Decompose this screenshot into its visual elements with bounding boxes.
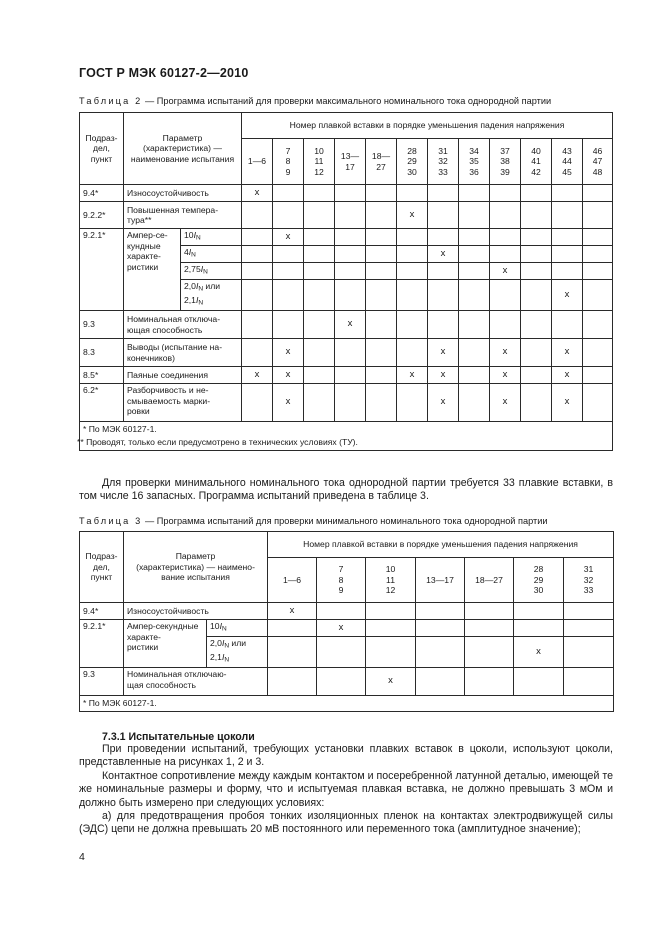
mark: x: [273, 339, 304, 367]
table2-col-6: 28 29 30: [397, 139, 428, 185]
table2-head-section: Подраз- дел, пункт: [80, 113, 124, 185]
table-row: [80, 384, 613, 422]
table3-notes: [80, 696, 614, 712]
section-heading: 7.3.1 Испытательные цоколи: [102, 731, 255, 743]
current-value: $2,0I_N$ или $2,1I_N$: [207, 637, 268, 668]
row-parameter: Номинальная отключаю- щая способность: [124, 668, 268, 696]
row-parameter: Разборчивость и не- смываемость марки- ровки: [124, 384, 242, 422]
mark: x: [366, 668, 416, 696]
mark: x: [317, 620, 366, 637]
mark: x: [490, 263, 521, 280]
table3-col-6: 28 29 30: [514, 558, 564, 603]
table3-col-7: 31 32 33: [564, 558, 614, 603]
mark: x: [268, 603, 317, 620]
table2-col-4: 13— 17: [335, 139, 366, 185]
current-value: $2,0I_N$ или $2,1I_N$: [181, 280, 242, 311]
mark: x: [428, 367, 459, 384]
mark: x: [428, 339, 459, 367]
table2-col-2: 7 8 9: [273, 139, 304, 185]
row-parameter: Ампер-се- кундные характе- ристики: [124, 229, 181, 311]
section-paragraph-2: Контактное сопротивление между каждым контактом и посеребренной латунной деталью, имеющей те же номинальные размеры и форму, что и испытуемая плавкая вставка, не должно превышать 3 мОм и должно быть измерено при следующих условиях:: [79, 769, 613, 809]
table2-col-7: 31 32 33: [428, 139, 459, 185]
table-row: [80, 339, 613, 367]
table3-col-2: 7 8 9: [317, 558, 366, 603]
mark: x: [273, 367, 304, 384]
table3-caption-label: Таблица 3: [79, 516, 143, 526]
mark: x: [552, 280, 583, 311]
mark: x: [490, 339, 521, 367]
section-paragraph-3: а) для предотвращения пробоя тонких изоляционных пленок на контактах электродвижущей силы (ЭДС) цепи не должна превышать 20 мВ постоянного или переменного тока (амплитудное значение);: [79, 810, 613, 836]
table3-head-param: Параметр (характеристика) — наимено- вание испытания: [124, 532, 268, 603]
row-parameter: Износоустойчивость: [124, 185, 242, 202]
row-parameter: Выводы (испытание на- конечников): [124, 339, 242, 367]
table2-head-group: Номер плавкой вставки в порядке уменьшения падения напряжения: [242, 113, 613, 139]
table2-notes: [77, 422, 613, 451]
table2-col-3: 10 11 12: [304, 139, 335, 185]
mark: x: [490, 384, 521, 422]
mark: x: [428, 246, 459, 263]
table2-col-9: 37 38 39: [490, 139, 521, 185]
table3-head-group: Номер плавкой вставки в порядке уменьшения падения напряжения: [268, 532, 614, 558]
table-row: [80, 367, 613, 384]
row-section: 9.4*: [80, 185, 124, 202]
row-section: 8.5*: [80, 367, 124, 384]
table-row: [80, 668, 614, 696]
table2-caption-label: Таблица 2: [79, 96, 143, 106]
table2-caption-text: — Программа испытаний для проверки максимального номинального тока однородной партии: [142, 96, 552, 106]
row-parameter: Износоустойчивость: [124, 603, 268, 620]
table3-col-1: 1—6: [268, 558, 317, 603]
table3-col-3: 10 11 12: [366, 558, 416, 603]
table-3: [79, 531, 614, 712]
table-row: [80, 185, 613, 202]
row-section: 9.4*: [80, 603, 124, 620]
mark: x: [397, 202, 428, 229]
table-2: [79, 112, 613, 451]
row-section: 9.3: [80, 311, 124, 339]
row-section: 9.3: [80, 668, 124, 696]
table2-head-param: Параметр (характеристика) — наименование испытания: [124, 113, 242, 185]
row-parameter: Номинальная отключа- ющая способность: [124, 311, 242, 339]
table3-notes-row: [80, 696, 614, 712]
table-row: [80, 620, 614, 637]
section-7-3-1: [79, 731, 613, 837]
table2-notes-row: [80, 422, 613, 451]
table2-col-1: 1—6: [242, 139, 273, 185]
table2-note-1: * По МЭК 60127-1.: [83, 424, 157, 434]
mark: x: [273, 229, 304, 246]
mark: x: [552, 367, 583, 384]
mark: x: [552, 339, 583, 367]
row-section: 9.2.1*: [80, 620, 124, 668]
table3-caption-text: — Программа испытаний для проверки минимального номинального тока однородной партии: [142, 516, 548, 526]
mark: x: [552, 384, 583, 422]
current-value: $10I_N$: [181, 229, 242, 246]
table3-col-4: 13—17: [416, 558, 465, 603]
table-row: [80, 311, 613, 339]
table-row: [80, 202, 613, 229]
table3-caption: [79, 516, 547, 526]
mark: x: [242, 185, 273, 202]
page-number: 4: [79, 851, 85, 863]
table-row: [80, 603, 614, 620]
table2-col-10: 40 41 42: [521, 139, 552, 185]
mark: x: [514, 637, 564, 668]
row-parameter: Повышенная темпера- тура**: [124, 202, 242, 229]
mark: x: [428, 384, 459, 422]
current-value: $4I_N$: [181, 246, 242, 263]
row-parameter: Ампер-секундные характе- ристики: [124, 620, 207, 668]
document-header: ГОСТ Р МЭК 60127-2—2010: [79, 66, 249, 80]
table2-col-11: 43 44 45: [552, 139, 583, 185]
section-paragraph-1: При проведении испытаний, требующих установки плавких вставок в цоколи, используют цоколи, представленные на рисунках 1, 2 и 3.: [79, 743, 613, 769]
current-value: $10I_N$: [207, 620, 268, 637]
table3-col-5: 18—27: [465, 558, 514, 603]
table2-col-8: 34 35 36: [459, 139, 490, 185]
mark: x: [397, 367, 428, 384]
table3-note-1: * По МЭК 60127-1.: [83, 698, 157, 708]
table2-col-5: 18— 27: [366, 139, 397, 185]
mark: x: [273, 384, 304, 422]
row-section: 9.2.1*: [80, 229, 124, 311]
table2-col-12: 46 47 48: [583, 139, 613, 185]
row-parameter: Паяные соединения: [124, 367, 242, 384]
row-section: 6.2*: [80, 384, 124, 422]
mark: x: [242, 367, 273, 384]
mark: x: [490, 367, 521, 384]
row-section: 9.2.2*: [80, 202, 124, 229]
row-section: 8.3: [80, 339, 124, 367]
mark: x: [335, 311, 366, 339]
table2-note-2: ** Проводят, только если предусмотрено в технических условиях (ТУ).: [77, 437, 358, 447]
table3-head-section: Подраз- дел, пункт: [80, 532, 124, 603]
table-row: [80, 229, 613, 246]
paragraph-intro-table3: Для проверки минимального номинального тока однородной партии требуется 33 плавкие вставки, в том числе 16 запасных. Программа испытаний приведена в таблице 3.: [79, 477, 613, 503]
table2-caption: [79, 96, 551, 106]
current-value: $2,75I_N$: [181, 263, 242, 280]
